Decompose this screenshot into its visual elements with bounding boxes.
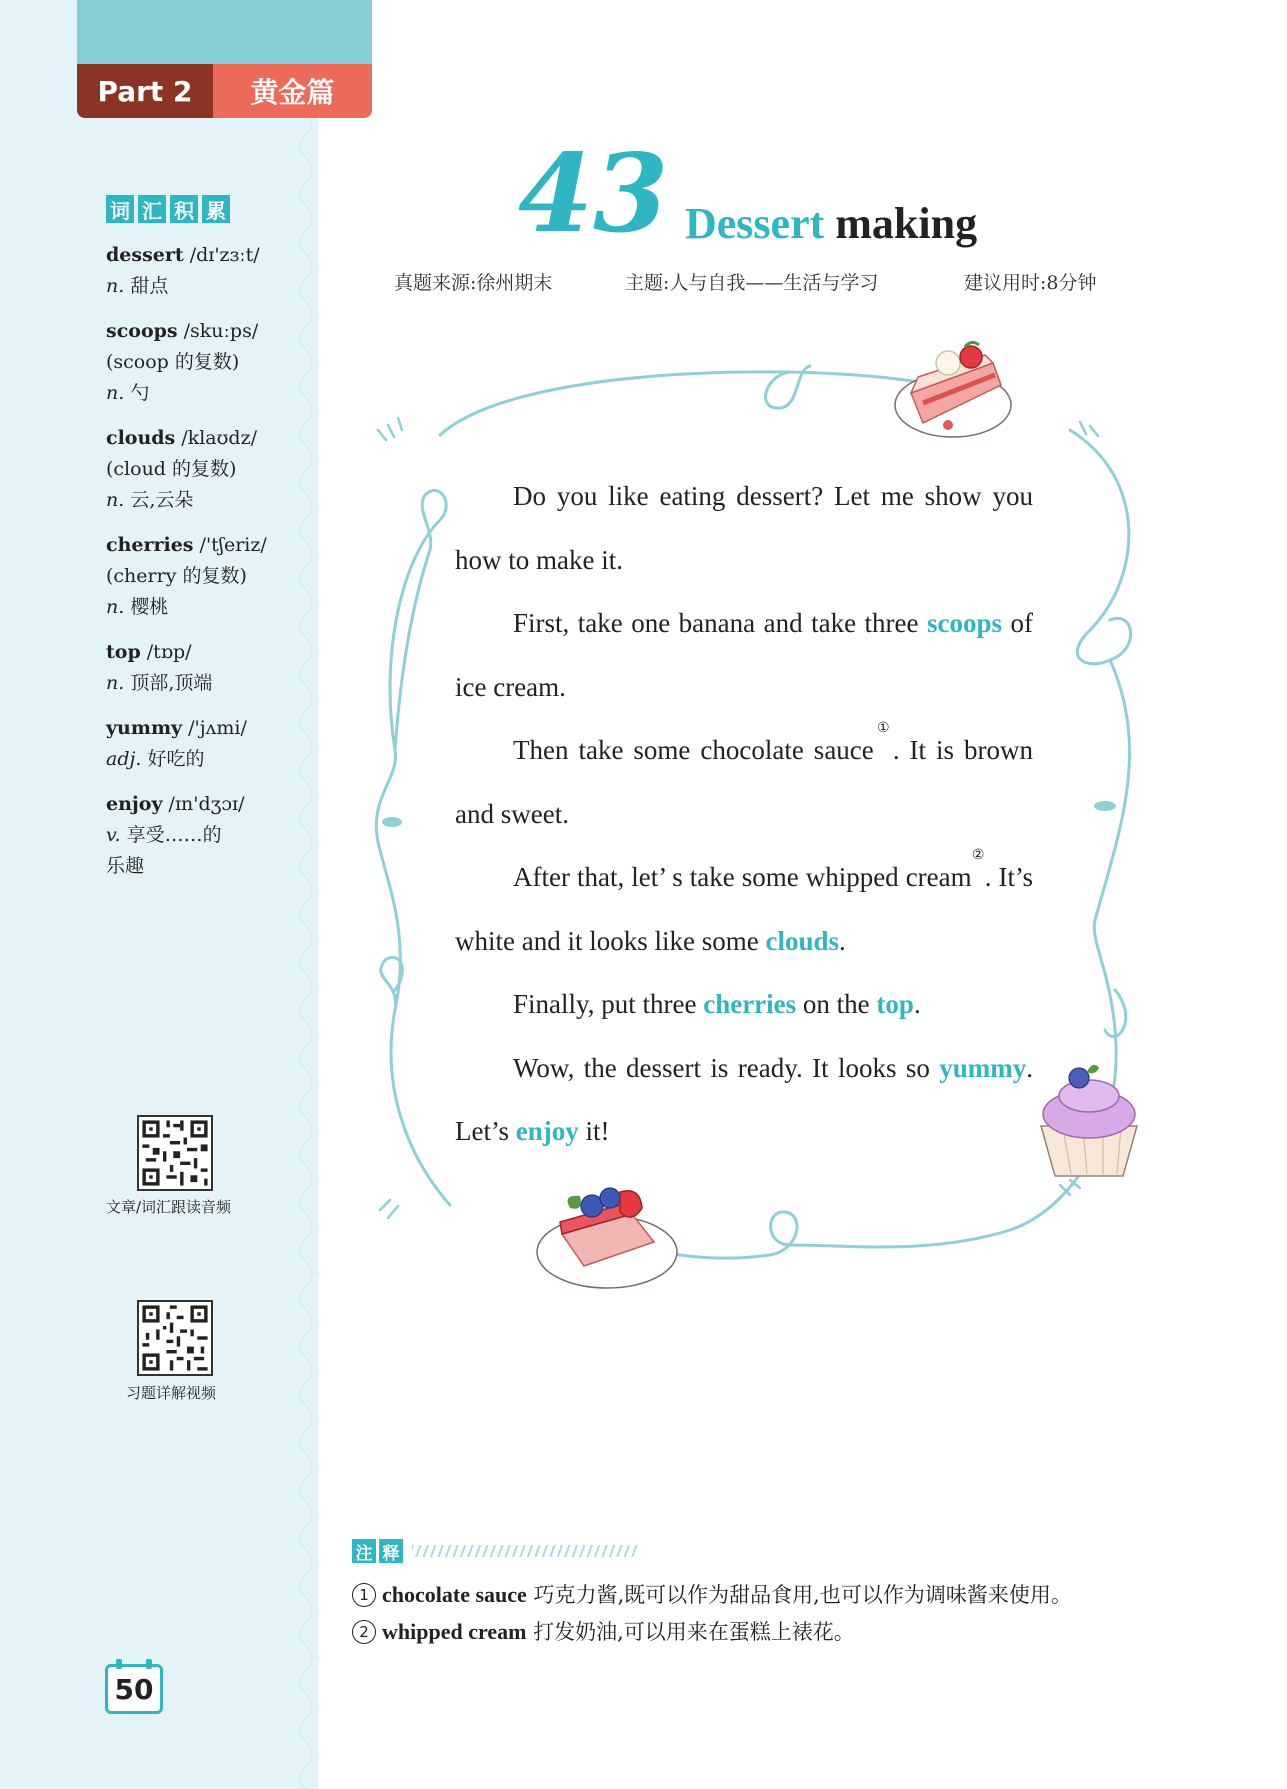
vocab-heading (106, 195, 230, 223)
note-text: 打发奶油,可以用来在蛋糕上裱花。 (526, 1620, 855, 1644)
vocab-pos: n. (106, 275, 125, 297)
passage-text: . Let’s (455, 1052, 1033, 1146)
vocab-pos: n. (106, 489, 125, 511)
header-tab (77, 0, 372, 64)
vocab-heading-char: 积 (170, 195, 198, 223)
level-label: 黄金篇 (213, 64, 372, 118)
vocab-phonetic: /tɒp/ (140, 641, 192, 663)
part-badge (77, 64, 372, 118)
passage-text: After that, let’ s take some whipped cream (513, 862, 972, 892)
passage-text: . It is brown and sweet. (455, 735, 1034, 829)
vocab-entry-dessert (106, 240, 306, 302)
note-number: 1 (352, 1583, 376, 1607)
vocab-phonetic: /'tʃeriz/ (193, 534, 267, 556)
video-qr-code[interactable] (137, 1300, 213, 1376)
vocab-meaning: 顶部,顶端 (124, 672, 213, 694)
audio-qr-code[interactable] (137, 1115, 213, 1191)
vocab-highlight: yummy (939, 1052, 1027, 1083)
vocab-highlight: enjoy (515, 1116, 579, 1146)
vocab-meaning-extra: 乐趣 (106, 855, 145, 877)
vocab-plural: (scoop 的复数) (106, 351, 240, 373)
note-term: whipped cream (382, 1619, 527, 1644)
vocab-pos: adj. (106, 748, 142, 770)
footnote-marker: ① (873, 721, 893, 736)
lesson-number: 43 (518, 131, 669, 257)
notes-heading-char: 释 (379, 1539, 403, 1563)
vocab-word: top (106, 641, 141, 663)
audio-qr-caption: 文章/词汇跟读音频 (106, 1198, 232, 1216)
qr-code-icon (139, 1117, 211, 1189)
cupcake-icon (1033, 1058, 1143, 1183)
vocab-heading-char: 汇 (138, 195, 166, 223)
passage-text: it! (578, 1116, 610, 1146)
vocab-entry-cherries (106, 530, 306, 623)
passage-text: Finally, put three (513, 989, 704, 1019)
qr-code-icon (139, 1302, 211, 1374)
note-2 (352, 1616, 855, 1646)
vocab-phonetic: /klaʊdz/ (175, 427, 257, 449)
time-label: 建议用时:8分钟 (964, 272, 1097, 294)
vocab-word: yummy (106, 717, 183, 739)
passage-paragraph (455, 973, 1033, 1037)
vocab-plural: (cherry 的复数) (106, 565, 247, 587)
footnote-marker: ② (971, 848, 985, 863)
vocab-meaning: 云,云朵 (124, 489, 194, 511)
vocab-meaning: 樱桃 (124, 596, 169, 618)
vocab-entry-yummy (106, 713, 306, 775)
passage-text: . It’s white and it looks like some (455, 862, 1033, 956)
passage-text: on the (796, 989, 877, 1019)
vocab-highlight: clouds (765, 925, 839, 956)
vocab-word: cherries (106, 534, 194, 556)
vocab-highlight: scoops (927, 608, 1003, 638)
vocab-list (106, 240, 306, 896)
passage-paragraph (455, 719, 1033, 846)
vocab-meaning: 勺 (124, 382, 150, 404)
vocab-phonetic: /ɪn'dʒɔɪ/ (162, 793, 245, 815)
notes-heading (352, 1539, 637, 1563)
notes-heading-char: 注 (352, 1539, 376, 1563)
passage-paragraph (455, 1037, 1033, 1164)
page-number: 50 (105, 1664, 163, 1714)
source-label: 真题来源:徐州期末 (394, 272, 553, 294)
video-qr-caption: 习题详解视频 (126, 1384, 217, 1402)
note-text: 巧克力酱,既可以作为甜品食用,也可以作为调味酱来使用。 (526, 1583, 1072, 1607)
vocab-entry-enjoy (106, 789, 306, 882)
vocab-word: scoops (106, 320, 178, 342)
note-number: 2 (352, 1620, 376, 1644)
part-label: Part 2 (77, 64, 213, 118)
passage-paragraph (455, 846, 1033, 973)
berry-cake-icon (532, 1172, 682, 1292)
note-1 (352, 1579, 1072, 1609)
notes-divider (412, 1545, 637, 1557)
vocab-entry-top (106, 637, 306, 699)
vocab-entry-scoops (106, 316, 306, 409)
vocab-heading-char: 累 (202, 195, 230, 223)
note-term: chocolate sauce (382, 1582, 527, 1607)
passage-text: Wow, the dessert is ready. It looks so (513, 1052, 940, 1083)
passage-paragraph (455, 592, 1033, 719)
vocab-heading-char: 词 (106, 195, 134, 223)
passage (455, 465, 1033, 1164)
vocab-word: enjoy (106, 793, 163, 815)
passage-text: Then take some chocolate sauce (513, 735, 874, 765)
lesson-title-highlight: Dessert (685, 199, 825, 248)
topic-label: 主题:人与自我——生活与学习 (625, 272, 879, 294)
vocab-entry-clouds (106, 423, 306, 516)
vocab-highlight: cherries (703, 989, 797, 1019)
passage-text: . (913, 989, 921, 1019)
vocab-phonetic: /'jʌmi/ (182, 717, 247, 739)
vocab-phonetic: /skuːps/ (177, 320, 259, 342)
passage-text: First, take one banana and take three (513, 608, 927, 638)
vocab-pos: n. (106, 382, 125, 404)
vocab-word: dessert (106, 244, 184, 266)
passage-paragraph: Do you like eating dessert? Let me show you how to make it. (455, 481, 1033, 575)
vocab-pos: n. (106, 672, 125, 694)
vocab-meaning: 享受……的 (120, 824, 222, 846)
vocab-phonetic: /dɪ'zɜːt/ (183, 244, 260, 266)
vocab-plural: (cloud 的复数) (106, 458, 237, 480)
cake-slice-icon (893, 333, 1023, 445)
vocab-pos: v. (106, 824, 121, 846)
vocab-pos: n. (106, 596, 125, 618)
vocab-word: clouds (106, 427, 176, 449)
passage-text: . (839, 925, 846, 956)
vocab-highlight: top (876, 989, 914, 1019)
lesson-title-rest: making (824, 199, 978, 248)
lesson-title (685, 198, 977, 249)
passage-text: of ice cream. (455, 608, 1033, 702)
vocab-meaning: 好吃的 (141, 748, 205, 770)
vocab-meaning: 甜点 (124, 275, 169, 297)
